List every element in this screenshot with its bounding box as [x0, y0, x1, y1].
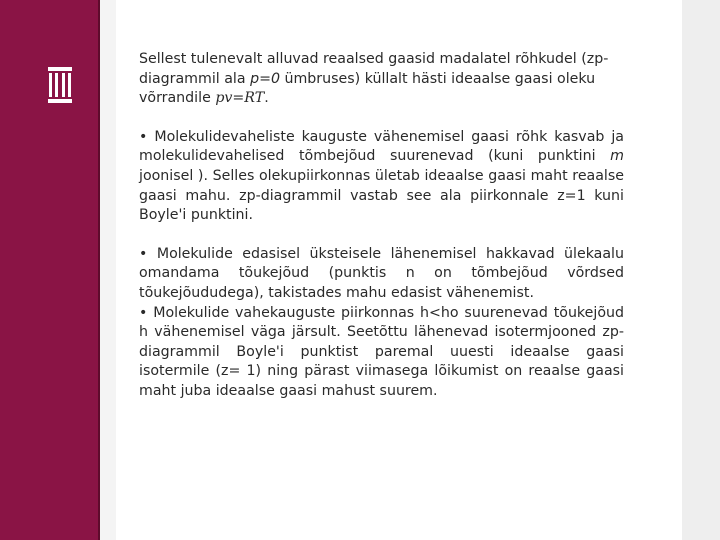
left-gutter: [100, 0, 116, 540]
paragraph-repulsion: [139, 245, 624, 304]
text-run: Sellest tulenevalt alluvad reaalsed gaasid madalatel rõhkudel (zp-diagrammil ala: [139, 51, 609, 87]
right-margin-strip: [682, 0, 720, 540]
bullet-icon: •: [139, 245, 148, 262]
text-run: joonisel ). Selles olekupiirkonnas ületab ideaalse gaasi maht reaalse gaasi mahu. zp-diagrammil vastab see ala piirkonnale z=1 kuni Boyle'i punktini.: [139, 167, 624, 224]
paragraph-isotherms: [139, 304, 624, 402]
point-m-label: m: [610, 148, 624, 165]
text-run: .: [264, 90, 269, 107]
bullet-icon: •: [139, 304, 148, 321]
text-run: ümbruses) küllalt hästi ideaalse gaasi oleku võrrandile: [139, 70, 596, 107]
text-run: Molekulide vahekauguste piirkonnas h<ho suurenevad tõukejõud h vähenemisel väga järsult. Seetõttu lähenevad isotermjooned zp-diagrammil Boyle'i punktist paremal uuesti ideaalse gaasi isotermile (z= 1) ning pärast viimasega lõikumist on reaalse gaasi maht juba ideaalse gaasi mahust suurem.: [139, 304, 624, 399]
ideal-gas-equation: pv=RT: [215, 90, 265, 107]
sidebar-band: [0, 0, 98, 540]
building-columns-icon: [48, 67, 72, 103]
text-run: Molekulide edasisel üksteisele lähenemisel hakkavad ülekaalu omandama tõukejõud (punktis n on tõmbejõud võrdsed tõukejõududega), takistades mahu edasist vähenemist.: [139, 245, 624, 301]
paragraph-intro: [139, 50, 624, 109]
pressure-zero-term: p=0: [250, 70, 280, 87]
bullet-icon: •: [139, 128, 148, 145]
paragraph-attraction: [139, 128, 624, 226]
text-run: Molekulidevaheliste kauguste vähenemisel gaasi rõhk kasvab ja molekulidevahelised tõmbejõud suurenevad (kuni punktini: [139, 128, 624, 165]
document-body: [139, 50, 624, 402]
